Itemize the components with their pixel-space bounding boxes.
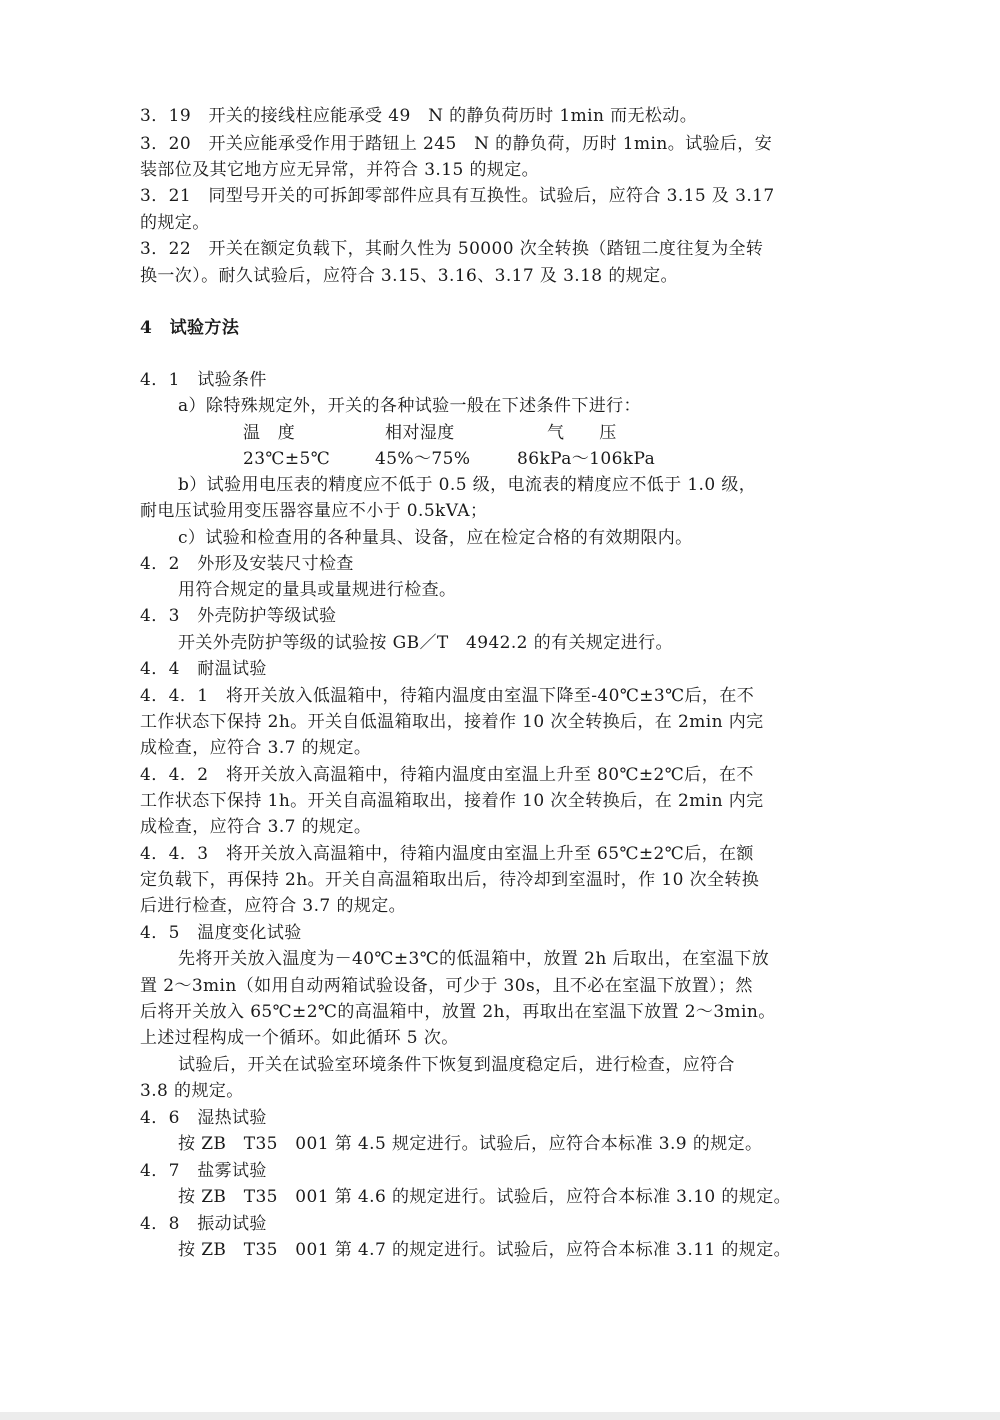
clause-4-7-body: 按 ZB T35 001 第 4.6 的规定进行。试验后，应符合本标准 3.10 的规定。 <box>178 1187 792 1207</box>
clause-4-5-result-cont: 3.8 的规定。 <box>140 1081 244 1101</box>
clause-4-3-body: 开关外壳防护等级的试验按 GB／T 4942.2 的有关规定进行。 <box>178 633 673 653</box>
clause-4-4-1-cont1: 工作状态下保持 2h。开关自低温箱取出，接着作 10 次全转换后，在 2min 内完 <box>140 712 764 732</box>
clause-3-20-cont: 装部位及其它地方应无异常，并符合 3.15 的规定。 <box>140 160 540 180</box>
clause-4-5-title: 4．5 温度变化试验 <box>140 923 302 943</box>
clause-4-2-title: 4．2 外形及安装尺寸检查 <box>140 554 354 574</box>
conditions-table-header <box>243 420 617 446</box>
conditions-table-values <box>243 446 655 472</box>
clause-4-5-body-cont3: 上述过程构成一个循环。如此循环 5 次。 <box>140 1028 459 1048</box>
clause-4-1-b-cont: 耐电压试验用变压器容量应不小于 0.5kVA； <box>140 501 488 521</box>
clause-4-4-3-cont1: 定负载下，再保持 2h。开关自高温箱取出后，待冷却到室温时，作 10 次全转换 <box>140 870 760 890</box>
clause-4-4-3: 4．4．3 将开关放入高温箱中，待箱内温度由室温上升至 65℃±2℃后，在额 <box>140 844 754 864</box>
clause-3-22: 3．22 开关在额定负载下，其耐久性为 50000 次全转换（踏钮二度往复为全转 <box>140 239 764 259</box>
clause-4-1-b: b）试验用电压表的精度应不低于 0.5 级，电流表的精度应不低于 1.0 级， <box>178 475 757 495</box>
clause-4-4-2-cont2: 成检查，应符合 3.7 的规定。 <box>140 817 372 837</box>
clause-3-21-cont: 的规定。 <box>140 213 210 233</box>
clause-4-4-1: 4．4．1 将开关放入低温箱中，待箱内温度由室温下降至-40℃±3℃后，在不 <box>140 686 755 706</box>
clause-4-2-body: 用符合规定的量具或量规进行检查。 <box>178 580 457 600</box>
table-header-temperature: 温 度 <box>243 423 296 443</box>
table-header-pressure: 气 压 <box>547 423 617 443</box>
page-bottom-edge <box>0 1412 1000 1420</box>
table-value-pressure: 86kPa～106kPa <box>517 449 656 469</box>
clause-4-4-3-cont2: 后进行检查，应符合 3.7 的规定。 <box>140 896 407 916</box>
clause-4-5-body: 先将开关放入温度为－40℃±3℃的低温箱中，放置 2h 后取出，在室温下放 <box>178 949 770 969</box>
clause-4-1-c: c）试验和检查用的各种量具、设备，应在检定合格的有效期限内。 <box>178 528 693 548</box>
clause-3-19: 3．19 开关的接线柱应能承受 49 N 的静负荷历时 1min 而无松动。 <box>140 106 698 126</box>
section-4-title: 4 试验方法 <box>140 318 240 338</box>
clause-4-7-title: 4．7 盐雾试验 <box>140 1161 267 1181</box>
table-value-humidity: 45%～75% <box>375 449 471 469</box>
clause-4-4-1-cont2: 成检查，应符合 3.7 的规定。 <box>140 738 372 758</box>
clause-4-6-title: 4．6 湿热试验 <box>140 1108 267 1128</box>
clause-4-8-body: 按 ZB T35 001 第 4.7 的规定进行。试验后，应符合本标准 3.11 的规定。 <box>178 1240 792 1260</box>
clause-4-4-2: 4．4．2 将开关放入高温箱中，待箱内温度由室温上升至 80℃±2℃后，在不 <box>140 765 754 785</box>
clause-4-1-title: 4．1 试验条件 <box>140 370 267 390</box>
clause-3-20: 3．20 开关应能承受作用于踏钮上 245 N 的静负荷，历时 1min。试验后，安 <box>140 134 773 154</box>
clause-4-3-title: 4．3 外壳防护等级试验 <box>140 606 337 626</box>
clause-4-5-body-cont1: 置 2～3min（如用自动两箱试验设备，可少于 30s，且不必在室温下放置）；然 <box>140 976 753 996</box>
clause-4-5-result: 试验后，开关在试验室环境条件下恢复到温度稳定后，进行检查，应符合 <box>178 1055 735 1075</box>
clause-4-4-title: 4．4 耐温试验 <box>140 659 267 679</box>
clause-3-22-cont: 换一次）。耐久试验后，应符合 3.15、3.16、3.17 及 3.18 的规定。 <box>140 266 678 286</box>
clause-4-4-2-cont1: 工作状态下保持 1h。开关自高温箱取出，接着作 10 次全转换后，在 2min 内完 <box>140 791 764 811</box>
table-value-temperature: 23℃±5℃ <box>243 449 331 469</box>
table-header-humidity: 相对湿度 <box>385 423 455 443</box>
clause-4-5-body-cont2: 后将开关放入 65℃±2℃的高温箱中，放置 2h，再取出在室温下放置 2～3min。 <box>140 1002 776 1022</box>
clause-4-1-a: a）除特殊规定外，开关的各种试验一般在下述条件下进行： <box>178 396 641 416</box>
clause-4-6-body: 按 ZB T35 001 第 4.5 规定进行。试验后，应符合本标准 3.9 的规定。 <box>178 1134 763 1154</box>
clause-4-8-title: 4．8 振动试验 <box>140 1214 267 1234</box>
clause-3-21: 3．21 同型号开关的可拆卸零部件应具有互换性。试验后，应符合 3.15 及 3.17 <box>140 186 775 206</box>
